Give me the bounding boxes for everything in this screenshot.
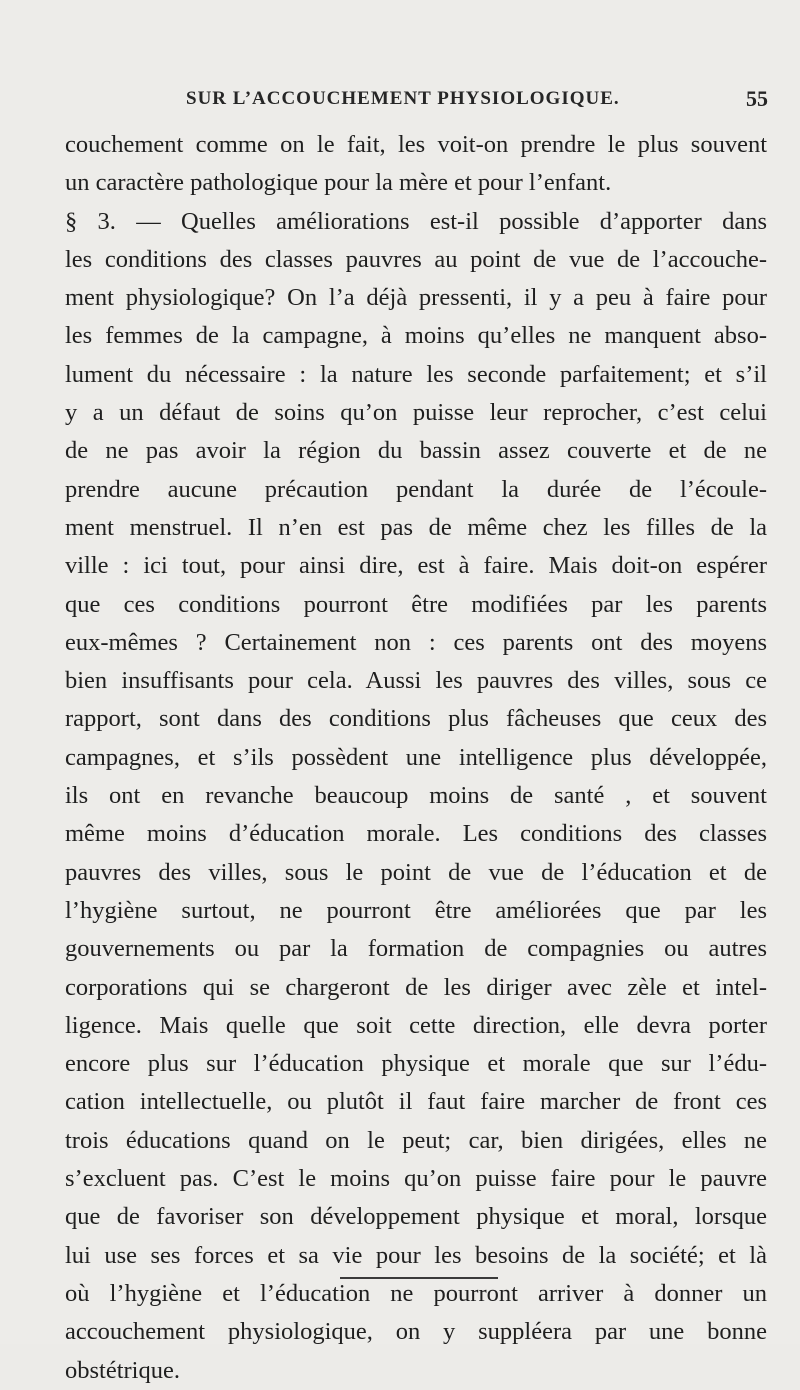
text-line: ville : ici tout, pour ainsi dire, est à faire. Mais doit-on espérer <box>65 552 767 580</box>
text-line: bien insuffisants pour cela. Aussi les pauvres des villes, sous ce <box>65 667 767 695</box>
text-line: prendre aucune précaution pendant la durée de l’écoule- <box>65 475 767 503</box>
text-line: ils ont en revanche beaucoup moins de santé , et souvent <box>65 782 767 810</box>
page-number: 55 <box>746 86 768 111</box>
text-line: s’excluent pas. C’est le moins qu’on puisse faire pour le pauvre <box>65 1165 767 1193</box>
running-title: SUR L’ACCOUCHEMENT PHYSIOLOGIQUE. <box>186 88 620 109</box>
end-rule <box>340 1277 498 1279</box>
text-line: où l’hygiène et l’éducation ne pourront arriver à donner un <box>65 1279 767 1307</box>
text-line: rapport, sont dans des conditions plus fâcheuses que ceux des <box>65 705 767 733</box>
text-line: que de favoriser son développement physique et moral, lorsque <box>65 1203 767 1231</box>
text-line: eux-mêmes ? Certainement non : ces parents ont des moyens <box>65 628 767 656</box>
text-line: ment physiologique? On l’a déjà pressenti, il y a peu à faire pour <box>65 284 767 312</box>
text-line: que ces conditions pourront être modifiées par les parents <box>65 590 767 618</box>
text-line: campagnes, et s’ils possèdent une intelligence plus développée, <box>65 743 767 771</box>
text-line: ligence. Mais quelle que soit cette direction, elle devra porter <box>65 1011 767 1039</box>
text-line: de ne pas avoir la région du bassin assez couverte et de ne <box>65 437 767 465</box>
text-line: lui use ses forces et sa vie pour les besoins de la société; et là <box>65 1241 767 1269</box>
text-line: § 3. — Quelles améliorations est-il possible d’apporter dans <box>65 207 767 235</box>
text-line: y a un défaut de soins qu’on puisse leur reprocher, c’est celui <box>65 399 767 427</box>
text-line: même moins d’éducation morale. Les conditions des classes <box>65 820 767 848</box>
text-line: les conditions des classes pauvres au point de vue de l’accouche- <box>65 245 767 273</box>
text-line: pauvres des villes, sous le point de vue de l’éducation et de <box>65 858 767 886</box>
text-line: couchement comme on le fait, les voit-on prendre le plus souvent <box>65 131 767 158</box>
text-line: accouchement physiologique, on y suppléera par une bonne <box>65 1318 767 1346</box>
text-line: cation intellectuelle, ou plutôt il faut faire marcher de front ces <box>65 1088 767 1116</box>
text-line: encore plus sur l’éducation physique et morale que sur l’édu- <box>65 1050 767 1078</box>
text-line: gouvernements ou par la formation de compagnies ou autres <box>65 935 767 963</box>
text-line: lument du nécessaire : la nature les seconde parfaitement; et s’il <box>65 360 767 388</box>
text-line: un caractère pathologique pour la mère et pour l’enfant. <box>65 169 612 197</box>
body-text <box>65 126 767 1390</box>
text-line: trois éducations quand on le peut; car, bien dirigées, elles ne <box>65 1126 767 1154</box>
text-line: obstétrique. <box>65 1356 180 1384</box>
running-head <box>88 88 768 118</box>
text-line: corporations qui se chargeront de les diriger avec zèle et intel- <box>65 973 767 1001</box>
text-line: l’hygiène surtout, ne pourront être améliorées que par les <box>65 896 767 924</box>
text-line: ment menstruel. Il n’en est pas de même chez les filles de la <box>65 513 767 541</box>
text-line: les femmes de la campagne, à moins qu’elles ne manquent abso- <box>65 322 767 350</box>
